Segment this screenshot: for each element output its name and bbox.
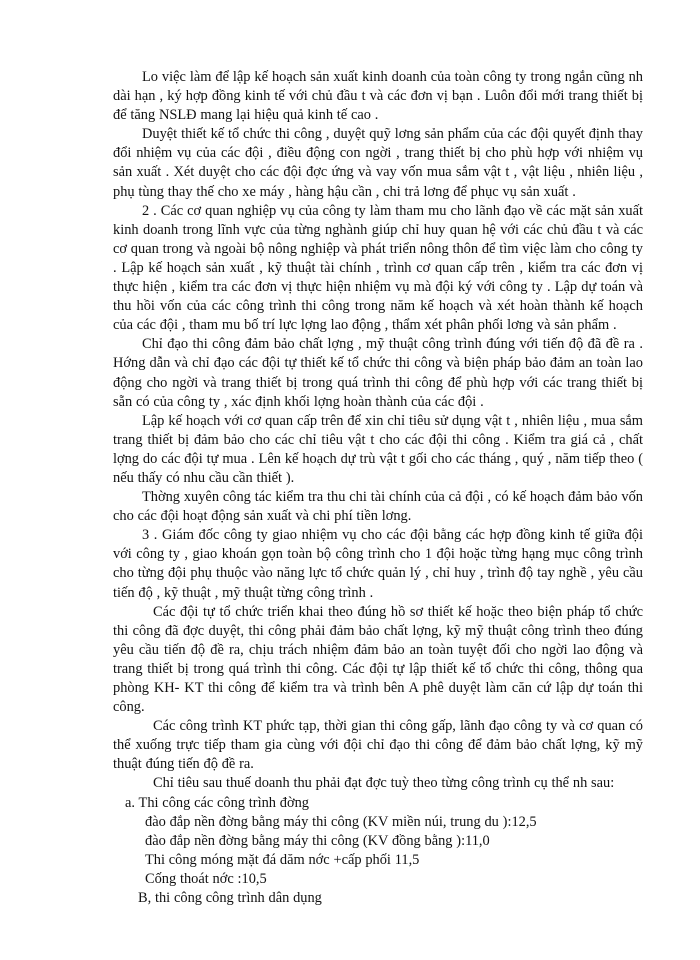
- paragraph-materials: Lập kế hoạch với cơ quan cấp trên để xin chỉ tiêu sử dụng vật t , nhiên liệu , mua sắm trang thiết bị đảm bảo cho các chỉ tiêu vật t cho các đội thi công . Kiểm tra giá cả , chất lợng do các đội tự mua . Lên kế hoạch dự trù vật t gối cho các tháng , quý , năm tiếp theo ( nếu thấy có nhu cầu cần thiết ).: [113, 412, 643, 486]
- paragraph-finance: Thờng xuyên công tác kiểm tra thu chi tài chính của cả đội , có kế hoạch đảm bảo vốn cho các đội hoạt động sản xuất và chi phí tiền lơng.: [113, 489, 643, 525]
- paragraph-targets: Chỉ tiêu sau thuế doanh thu phải đạt đợc tuỳ theo từng công trình cụ thể nh sau:: [153, 775, 615, 792]
- document-body: [113, 68, 643, 908]
- list-a-item: đào đắp nền đờng bằng máy thi công (KV đồng bằng ):11,0: [145, 832, 490, 849]
- list-a-item: Thi công móng mặt đá dăm nớc +cấp phối 11,5: [145, 851, 420, 868]
- paragraph-director: 3 . Giám đốc công ty giao nhiệm vụ cho các đội bằng các hợp đồng kinh tế giữa đội với công ty , giao khoán gọn toàn bộ công trình cho 1 đội hoặc từng hạng mục công trình cho từng đội phụ thuộc vào năng lực tổ chức quản lý , chỉ huy , trình độ tay nghề , yêu cầu tiến độ , kỹ thuật , mỹ thuật từng công trình .: [113, 527, 643, 601]
- list-a-item: đào đắp nền đờng bằng máy thi công (KV miền núi, trung du ):12,5: [145, 813, 537, 830]
- paragraph-complex-works: Các công trình KT phức tạp, thời gian thi công gấp, lãnh đạo công ty và cơ quan có thể xuống trực tiếp tham gia cùng với đội chỉ đạo thi công để đảm bảo chất lợng, kỹ mỹ thuật đúng tiến độ đề ra.: [113, 718, 643, 773]
- list-a-item: Cống thoát nớc :10,5: [145, 870, 267, 887]
- paragraph-approval: Duyệt thiết kế tổ chức thi công , duyệt quỹ lơng sản phẩm của các đội quyết định thay đổi nhiệm vụ của các đội , điều động con ngời , trang thiết bị cho phù hợp với nhiệm vụ sản xuất . Xét duyệt cho các đội đợc ứng và vay vốn mua sắm vật t , vật liệu , nhiên liệu , phụ tùng thay thế cho xe máy , hàng hậu cần , chi trả lơng để phục vụ sản xuất .: [113, 126, 643, 200]
- list-b-heading: B, thi công công trình dân dụng: [138, 890, 322, 907]
- paragraph-planning: Lo việc làm để lập kế hoạch sản xuất kinh doanh của toàn công ty trong ngắn cũng nh dài hạn , ký hợp đồng kinh tế với chủ đầu t và các đơn vị bạn . Luôn đổi mới trang thiết bị để tăng NSLĐ mang lại hiệu quả kinh tế cao .: [113, 69, 643, 124]
- paragraph-quality: Chỉ đạo thi công đảm bảo chất lợng , mỹ thuật công trình đúng với tiến độ đã đề ra . Hớng dẫn và chỉ đạo các đội tự thiết kế tổ chức thi công và biện pháp bảo đảm an toàn lao động cho ngời và trang thiết bị trong quá trình thi công để phù hợp với các trang thiết bị sẵn có của công ty , xác định khối lợng hoàn thành của các đội .: [113, 336, 643, 410]
- list-a-heading: a. Thi công các công trình đờng: [125, 794, 309, 811]
- paragraph-teams: Các đội tự tổ chức triển khai theo đúng hồ sơ thiết kế hoặc theo biện pháp tổ chức thi công đã đợc duyệt, thi công phải đảm bảo chất lợng, kỹ mỹ thuật công trình theo đúng yêu cầu tiến độ đề ra, chịu trách nhiệm đảm bảo an toàn tuyệt đối cho ngời lao động và trang thiết bị trong quá trình thi công. Các đội tự lập thiết kế tổ chức thi công, thông qua phòng KH- KT thi công để kiểm tra và trình bên A phê duyệt làm căn cứ lập dự toán thi công.: [113, 603, 643, 716]
- paragraph-departments: 2 . Các cơ quan nghiệp vụ của công ty làm tham mu cho lãnh đạo về các mặt sản xuất kinh doanh trong lĩnh vực của từng nghành giúp chỉ huy quan hệ với các chủ đầu t và các cơ quan trong và ngoài bộ nông nghiệp và phát triển nông thôn để tìm việc làm cho công ty . Lập kế hoạch sản xuất , kỹ thuật tài chính , trình cơ quan cấp trên , kiểm tra các đơn vị thực hiện , kiểm tra các đơn vị thực hiện nhiệm vụ mà đội ký với công ty . Lập dự toán và thu hồi vốn của các công trình thi công trong năm kế hoạch và xét hoàn thành kế hoạch của các đội , tham mu bố trí lực lợng lao động , thẩm xét phân phối lơng và sản phẩm .: [113, 202, 643, 334]
